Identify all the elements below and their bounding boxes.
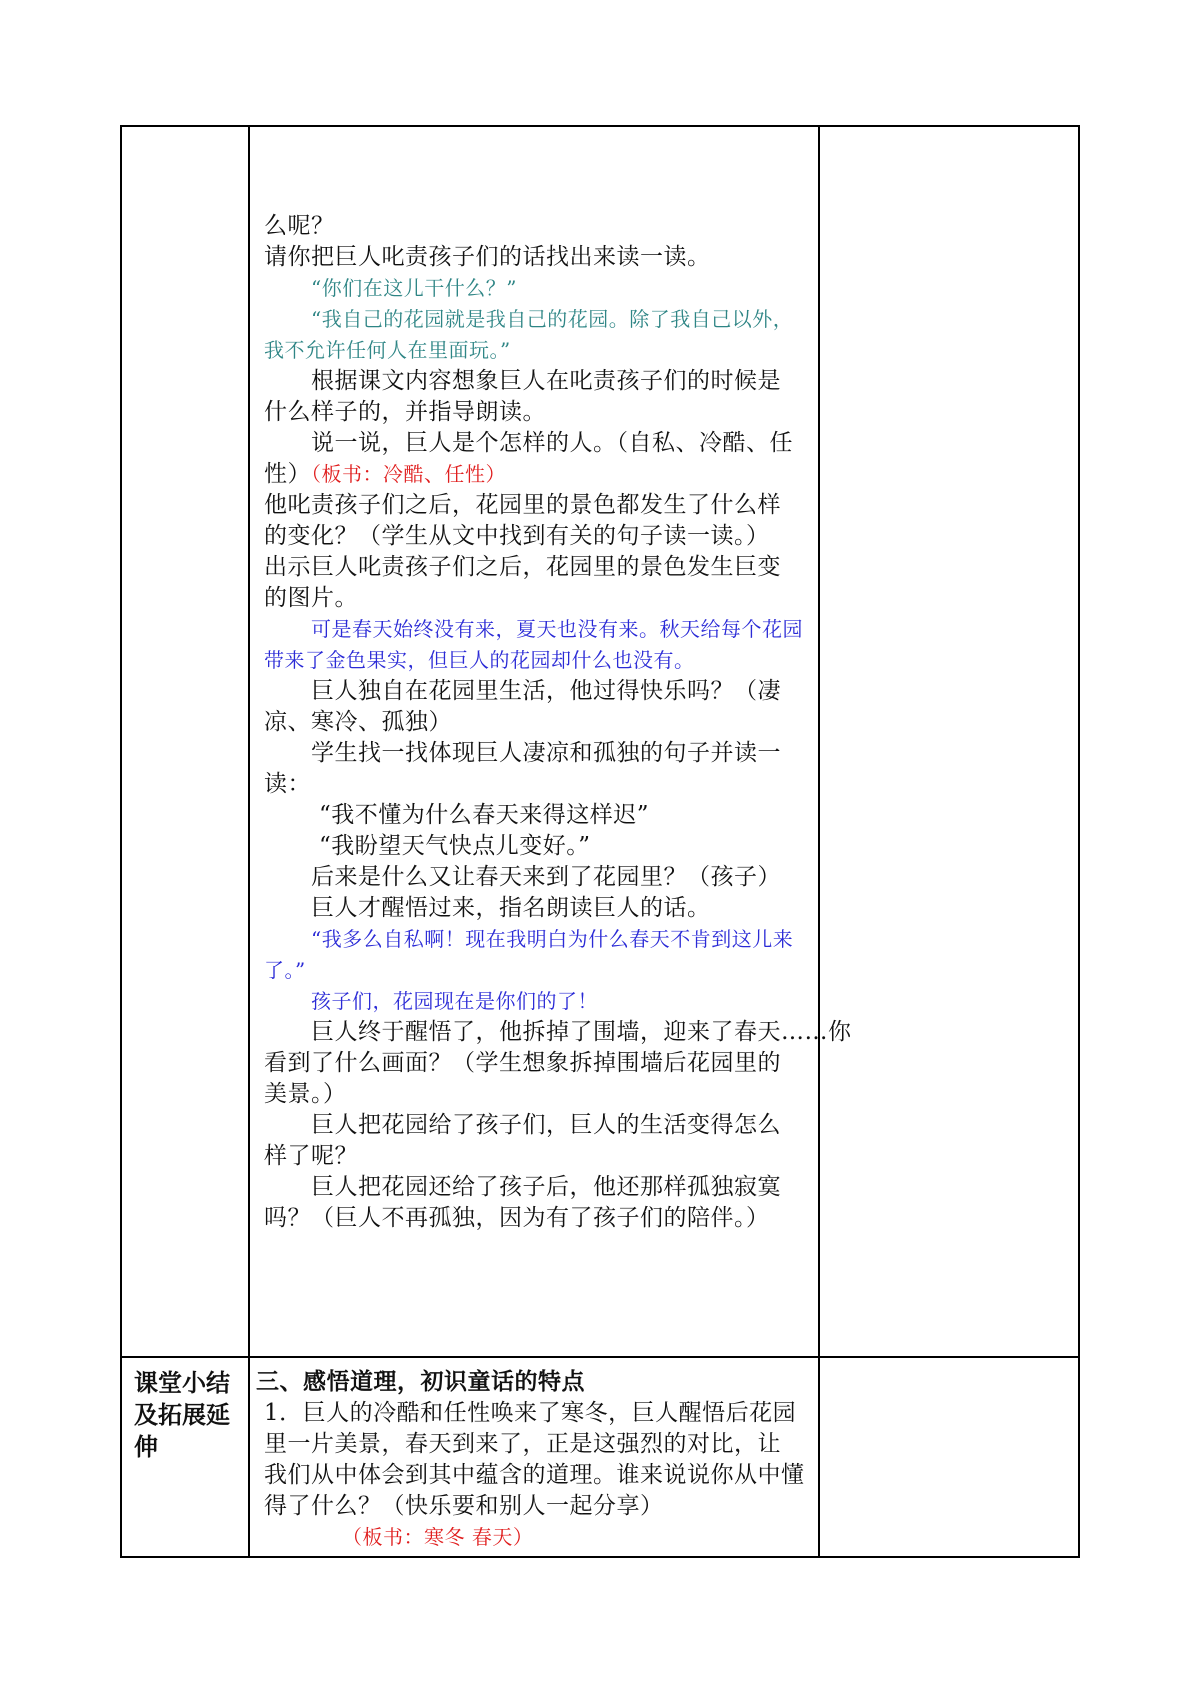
text-line: 什么样子的，并指导朗读。: [264, 399, 546, 425]
text-line: 根据课文内容想象巨人在叱责孩子们的时候是: [311, 368, 781, 394]
text-line: 后来是什么又让春天来到了花园里？（孩子）: [311, 864, 781, 890]
column-divider: [818, 127, 820, 1556]
text-line: 请你把巨人叱责孩子们的话找出来读一读。: [264, 244, 711, 270]
text-line: 带来了金色果实，但巨人的花园却什么也没有。: [264, 648, 695, 672]
row-label-line: 伸: [134, 1433, 158, 1461]
text-line: 巨人独自在花园里生活，他过得快乐吗？（凄: [311, 678, 781, 704]
board-note: （板书：冷酷、任性）: [311, 462, 506, 486]
text-line: “你们在这儿干什么？”: [311, 276, 517, 300]
text-line: 出示巨人叱责孩子们之后，花园里的景色发生巨变: [264, 554, 781, 580]
column-divider: [248, 127, 250, 1556]
text-line: 的图片。: [264, 585, 358, 611]
row2-content-cell: [256, 1367, 816, 1553]
text-line: 1．巨人的冷酷和任性唤来了寒冬，巨人醒悟后花园: [264, 1400, 797, 1426]
text-line: 美景。）: [264, 1081, 347, 1107]
text-line: “我多么自私啊！现在我明白为什么春天不肯到这儿来: [311, 927, 794, 951]
text-line: 巨人终于醒悟了，他拆掉了围墙，迎来了春天……你: [311, 1019, 852, 1045]
row-label-line: 及拓展延: [134, 1401, 230, 1429]
text-line: 了。”: [264, 958, 306, 982]
text-line: 学生找一找体现巨人凄凉和孤独的句子并读一: [311, 740, 781, 766]
text-line: 的变化？（学生从文中找到有关的句子读一读。）: [264, 523, 770, 549]
text-line: 性）（板书：冷酷、任性）: [264, 461, 506, 487]
text-line: “我自己的花园就是我自己的花园。除了我自己以外，: [311, 307, 794, 331]
text-line: 孩子们，花园现在是你们的了！: [311, 989, 598, 1013]
text-line: “我不懂为什么春天来得这样迟”: [319, 802, 650, 828]
text-line: 里一片美景，春天到来了，正是这强烈的对比，让: [264, 1431, 781, 1457]
row-label-line: 课堂小结: [134, 1369, 230, 1397]
row2-body: [256, 1398, 816, 1553]
text-line: 巨人把花园还给了孩子后，他还那样孤独寂寞: [311, 1174, 781, 1200]
text-line: 可是春天始终没有来，夏天也没有来。秋天给每个花园: [311, 617, 803, 641]
text-line: 样了呢？: [264, 1143, 358, 1169]
text-line: 看到了什么画面？（学生想象拆掉围墙后花园里的: [264, 1050, 781, 1076]
text-line: 说一说，巨人是个怎样的人。（自私、冷酷、任: [311, 430, 793, 456]
text-line: 我们从中体会到其中蕴含的道理。谁来说说你从中懂: [264, 1462, 805, 1488]
text-line: 吗？（巨人不再孤独，因为有了孩子们的陪伴。）: [264, 1205, 770, 1231]
text-line: 得了什么？（快乐要和别人一起分享）: [264, 1493, 664, 1519]
text-line: 巨人才醒悟过来，指名朗读巨人的话。: [311, 895, 711, 921]
row2-label-cell: [134, 1367, 244, 1463]
text-line: “我盼望天气快点儿变好。”: [319, 833, 591, 859]
text-line: 巨人把花园给了孩子们，巨人的生活变得怎么: [311, 1112, 781, 1138]
text-line: 我不允许任何人在里面玩。”: [264, 338, 511, 362]
section-heading: 三、感悟道理，初识童话的特点: [256, 1369, 585, 1395]
text-line: 么呢？: [264, 213, 335, 239]
lesson-plan-table: [120, 125, 1080, 1558]
text-line: 他叱责孩子们之后，花园里的景色都发生了什么样: [264, 492, 781, 518]
row-divider: [122, 1356, 1078, 1358]
text-line: 凉、寒冷、孤独）: [264, 709, 452, 735]
row1-content-cell: [264, 211, 852, 1234]
text-line: （板书：寒冬 春天）: [342, 1525, 534, 1549]
text-line: 读：: [264, 771, 311, 797]
